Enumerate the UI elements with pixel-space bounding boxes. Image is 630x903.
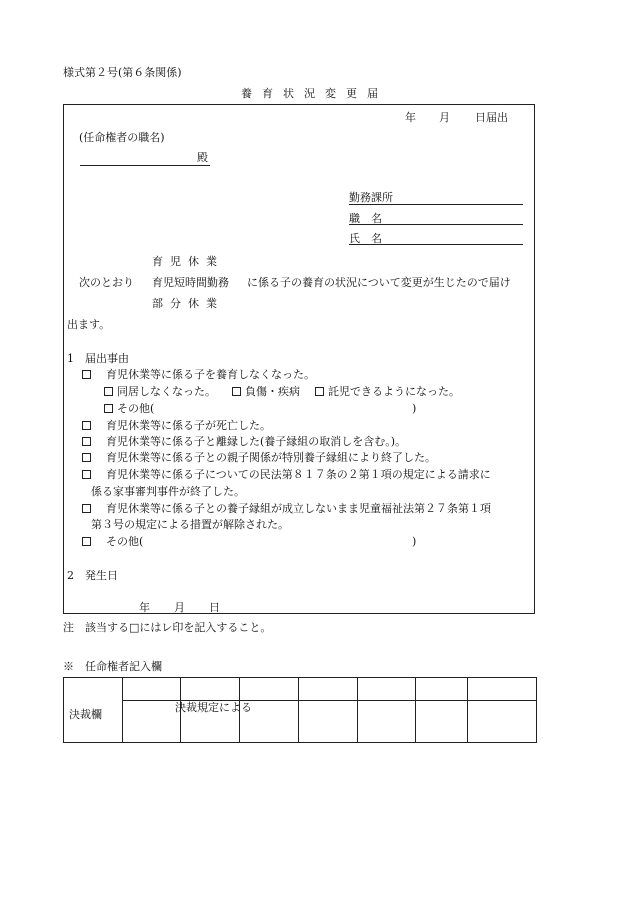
checkbox[interactable] — [104, 387, 113, 396]
date-year: 年 — [405, 111, 416, 124]
reason-item-7-label: その他( — [106, 535, 144, 548]
stamp-cell[interactable] — [298, 701, 358, 743]
stamp-cell[interactable] — [358, 678, 416, 701]
checkbox[interactable] — [104, 404, 113, 413]
sub-reason-injury-label: 負傷・疾病 — [245, 385, 300, 398]
section1-heading: 1 届出事由 — [67, 352, 129, 365]
checkbox[interactable] — [82, 453, 91, 462]
checkbox[interactable] — [82, 470, 91, 479]
applicant-position-label: 職 名 — [349, 212, 382, 225]
checkbox[interactable] — [82, 370, 91, 379]
leave-type-partial: 部分休業 — [152, 297, 224, 310]
reason-item-1-label: 育児休業等に係る子を養育しなくなった。 — [106, 368, 315, 381]
body-continuation: 出ます。 — [67, 318, 111, 331]
sub-reason-childcare-label: 託児できるようになった。 — [328, 385, 460, 398]
applicant-office-line[interactable] — [349, 204, 523, 205]
stamp-cell[interactable] — [416, 701, 468, 743]
stamp-cell[interactable] — [239, 678, 298, 701]
reason-item-3-label: 育児休業等に係る子と離縁した(養子縁組の取消しを含む。)。 — [106, 435, 407, 448]
sub-reason-cohab[interactable] — [104, 386, 216, 397]
occurrence-year: 年 — [139, 601, 150, 614]
sub-reason-other-label: その他( — [117, 402, 155, 415]
body-suffix: に係る子の養育の状況について変更が生じたので届け — [247, 276, 511, 289]
leave-type-childcare: 育児休業 — [152, 255, 224, 268]
reason-item-3[interactable] — [82, 436, 406, 447]
applicant-office-label: 勤務課所 — [349, 191, 393, 204]
stamp-cell[interactable] — [180, 678, 239, 701]
reason-item-6[interactable] — [82, 503, 491, 514]
addressee-honorific: 殿 — [197, 151, 208, 164]
leave-type-short-hours: 育児短時間勤務 — [152, 276, 229, 289]
appointer-heading: ※ 任命権者記入欄 — [63, 660, 162, 673]
occurrence-day: 日 — [209, 601, 220, 614]
reason-item-2[interactable] — [82, 420, 271, 431]
reason-item-5[interactable] — [82, 469, 491, 480]
reason-item-1[interactable] — [82, 369, 315, 380]
stamp-cell[interactable] — [468, 701, 537, 743]
section2-heading: 2 発生日 — [67, 569, 118, 582]
reason-item-7[interactable] — [82, 536, 143, 547]
stamp-cell[interactable] — [122, 678, 180, 701]
addressee-role: (任命権者の職名) — [79, 131, 165, 144]
applicant-position-line[interactable] — [349, 224, 523, 225]
reason-item-6-label: 育児休業等に係る子との養子縁組が成立しないまま児童福祉法第２７条第１項 — [106, 502, 491, 515]
reason-item-6-cont: 第３号の規定による措置が解除された。 — [91, 518, 289, 531]
sub-reason-cohab-label: 同居しなくなった。 — [117, 385, 216, 398]
stamp-cell[interactable] — [416, 678, 468, 701]
checkbox[interactable] — [82, 537, 91, 546]
occurrence-month: 月 — [174, 601, 185, 614]
checkbox[interactable] — [315, 387, 324, 396]
reason-item-5-label: 育児休業等に係る子についての民法第８１７条の２第１項の規定による請求に — [106, 468, 491, 481]
applicant-name-line[interactable] — [349, 244, 523, 245]
form-title: 養育状況変更届 — [241, 87, 388, 100]
sub-reason-other[interactable] — [104, 403, 154, 414]
reason-item-7-close: ) — [412, 535, 417, 548]
addressee-line — [80, 165, 210, 166]
sub-reason-childcare[interactable] — [315, 386, 460, 397]
form-number: 様式第２号(第６条関係) — [63, 66, 182, 79]
checkbox[interactable] — [232, 387, 241, 396]
checkbox[interactable] — [82, 504, 91, 513]
decision-table — [63, 677, 537, 743]
checkbox[interactable] — [82, 437, 91, 446]
applicant-name-label: 氏 名 — [349, 232, 382, 245]
reason-item-2-label: 育児休業等に係る子が死亡した。 — [106, 419, 271, 432]
body-prefix: 次のとおり — [79, 276, 134, 289]
reason-item-4[interactable] — [82, 452, 436, 463]
note: 注 該当する□にはレ印を記入すること。 — [63, 621, 272, 634]
sub-reason-injury[interactable] — [232, 386, 300, 397]
date-month: 月 — [439, 111, 450, 124]
reason-item-4-label: 育児休業等に係る子との親子関係が特別養子縁組により終了した。 — [106, 451, 436, 464]
stamp-cell[interactable] — [122, 701, 180, 743]
decision-label: 決裁欄 — [69, 708, 102, 721]
sub-reason-other-close: ) — [412, 402, 417, 415]
checkbox[interactable] — [82, 421, 91, 430]
date-submit: 日届出 — [475, 111, 508, 124]
reason-item-5-cont: 係る家事審判事件が終了した。 — [91, 485, 245, 498]
stamp-cell[interactable] — [468, 678, 537, 701]
stamp-cell[interactable] — [298, 678, 358, 701]
decision-rule: 決裁規定による — [175, 701, 252, 714]
stamp-cell[interactable] — [358, 701, 416, 743]
